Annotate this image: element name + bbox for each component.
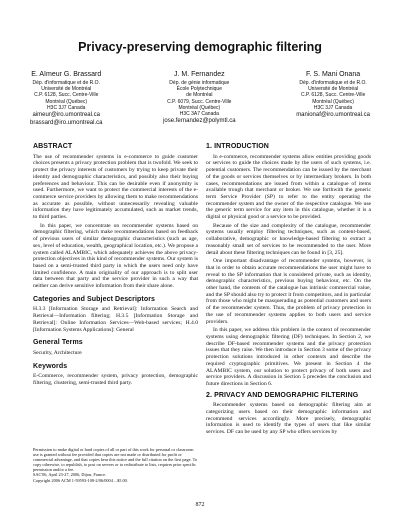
affiliation-line: Montréal (Québec): [312, 98, 354, 105]
footnote-permission: Permission to make digital or hard copies of all or part of this work for personal or classroom use is granted without fee provided that copies are not made or distributed for profit or commercial advantage, and that copies bear this notice and the full citation on the first page. To copy otherwise, to republish, to post on servers or to redistribute to lists, requires prior specific permission and/or a fee.: [33, 447, 198, 473]
affiliation-line: H3C 3A7 Canada: [179, 111, 219, 118]
affiliation-line: de Montréal: [186, 92, 213, 99]
abstract-heading: ABSTRACT: [33, 143, 73, 150]
affiliation-line: H3C 3J7 Canada: [47, 104, 86, 111]
abstract-paragraph: In this paper, we concentrate on recommender systems based on demographic filtering, which make recommendations based on feedback of previous users of similar demographic characteristics (such as age, sex, level of education, wealth, geographical location, etc.). We propose a system called ALAMBIC, which adequately achieves the above privacy-protection objectives in this kind of recommender systems. Our system is based on a semi-trusted third party in which the users need only have limited confidence. A main originality of our approach is to split user data between that party and the service provider in such a way that neither can derive sensitive information from their share alone.: [33, 222, 198, 290]
body-paragraph: One important disadvantage of recommender systems, however, is that in order to obtain accurate recommendations the user might have to reveal to the SP information that is considered private, such as identity, demographic characteristics, previous buying behaviour, etc. On the other hand, the contents of the catalogue has intrinsic commercial value, and the SP should also try to protect it from competitors, and in particular from those who might be masquerading as potential customers and users of the recommender system. Thus, the problem of privacy protection in the use of recommender systems applies to both users and service providers.: [206, 258, 371, 325]
categories-text: H.3.3 [Information Storage and Retrieval]: Information Search and Retrieval—Information filtering; H.3.5 [Information Storage and Retrieval]: Online Information Services—Web-based services; H.4.0 [Information Systems Applications]: General: [33, 306, 198, 333]
copyright-footnote: [33, 447, 198, 483]
body-paragraph: In e-commerce, recommender systems allow entities providing goods or services to guide the choices made by the users of such systems, i.e. potential customers. The recommendation can be issued by the merchant of the goods or services themselves or by intermediary brokers. In both cases, recommendations are issued from within a catalogue of items available trough that merchant or broker. We use forthwith the generic term Service Provider (SP) to refer to the entity operating the recommender system and the owner of the respective catalogue. We use the generic term service for any item in this catalogue, whether it is a digital or physical good or a service to be provided.: [206, 153, 371, 221]
author-names: F. S. Mani Onana: [306, 71, 361, 78]
affiliation-line: Montréal (Québec): [178, 104, 221, 111]
keywords-heading: Keywords: [33, 362, 68, 370]
author-group-3: [296, 70, 370, 127]
affiliation-line: Montréal (Québec): [45, 98, 88, 105]
left-column: [33, 144, 198, 389]
section-1-heading: 1. INTRODUCTION: [206, 143, 269, 150]
terms-text: Security, Architecture: [33, 349, 82, 356]
footnote-conference: SAC'06, April 23-27, 2006, Dijon, France.: [33, 472, 107, 478]
affiliation-line: C.P. 6128, Succ. Centre-Ville: [300, 92, 366, 99]
affiliation-line: Dép. de génie informatique: [169, 80, 230, 86]
terms-heading: General Terms: [33, 339, 83, 347]
footnote-copyright: Copyright 2006 ACM 1-59593-108-2/06/0004 ...$5.00.: [33, 477, 128, 483]
author-group-1: [30, 70, 102, 127]
categories-heading: Categories and Subject Descriptors: [33, 295, 156, 303]
affiliation-line: Dép. d'informatique et de R.O.: [32, 80, 100, 86]
body-paragraph: In this paper, we address this problem in the context of recommender systems using demographic filtering (DF) techniques. In Section 2, we describe DF-based recommender systems and the privacy protection issues that they raise. We then introduce in Section 3 some of the privacy protection solutions introduced in other contexts and describe the required cryptographic primitives. We present in Section 4 the ALAMBIC system, our solution to protect privacy of both users and service providers. A discussion in Section 5 precedes the conclusion and future directions in Section 6.: [206, 327, 371, 387]
page-number: 872: [195, 502, 205, 508]
paper-title: Privacy-preserving demographic filtering: [78, 40, 322, 54]
affiliation-line: C.P. 6079, Succ. Centre-Ville: [167, 98, 232, 105]
affiliation-line: Dép. d'informatique et de R.O.: [299, 80, 367, 86]
keywords-text: E-Commerce, recommender system, privacy protection, demographic filtering, clustering, semi-trusted third party.: [33, 373, 198, 387]
author-email: jose.fernandez@polymtl.ca: [163, 118, 236, 125]
author-names: J. M. Fernandez: [174, 71, 225, 78]
affiliation-line: H3C 3J7 Canada: [313, 104, 353, 111]
author-email: aimeur@iro.umontreal.ca: [32, 112, 100, 119]
abstract-paragraph: The use of recommender systems in e-commerce to guide customer choices presents a privacy protection problem that is twofold. We seek to protect the privacy interests of customers by trying to keep private their identity and demographic characteristics, and possibly also their buying preferences and behaviour. This can be desirable even if anonymity is used. Furthermore, we want to protect the commercial interests of the e-commerce service providers by allowing them to make recommendations as accurate as possible, without unnecessarily revealing valuable information they have legitimately accumulated, such as market trends, to third parties.: [33, 153, 198, 221]
author-email: manionaf@iro.umontreal.ca: [296, 112, 370, 119]
affiliation-line: Université de Montréal: [308, 86, 359, 93]
author-group-2: [163, 70, 235, 127]
author-email: brassard@iro.umontreal.ca: [30, 120, 103, 127]
body-paragraph: Because of the size and complexity of the catalogue, recommender systems usually employ filtering techniques, such as content-based, collaborative, demographic or knowledge-based filtering to extract a reasonably small set of services to be recommended to the user. More detail about these filtering techniques can be found in [3, 25].: [206, 222, 371, 256]
section-2-heading: 2. PRIVACY AND DEMOGRAPHIC FILTERING: [206, 391, 359, 399]
affiliation-line: Université de Montréal: [41, 86, 92, 93]
right-column: [206, 144, 371, 438]
author-block: [30, 70, 370, 127]
affiliation-line: École Polytechnique: [176, 86, 222, 93]
affiliation-line: C.P. 6128, Succ. Centre-Ville: [34, 92, 99, 99]
body-paragraph: Recommender systems based on demographic filtering aim at categorizing users based on their demographic information and recommend services accordingly. More precisely, demographic information is used to identify the types of users that like similar services. DF can be used by any SP who offers services by: [206, 402, 371, 436]
author-names: E. Aïmeur G. Brassard: [31, 71, 102, 78]
